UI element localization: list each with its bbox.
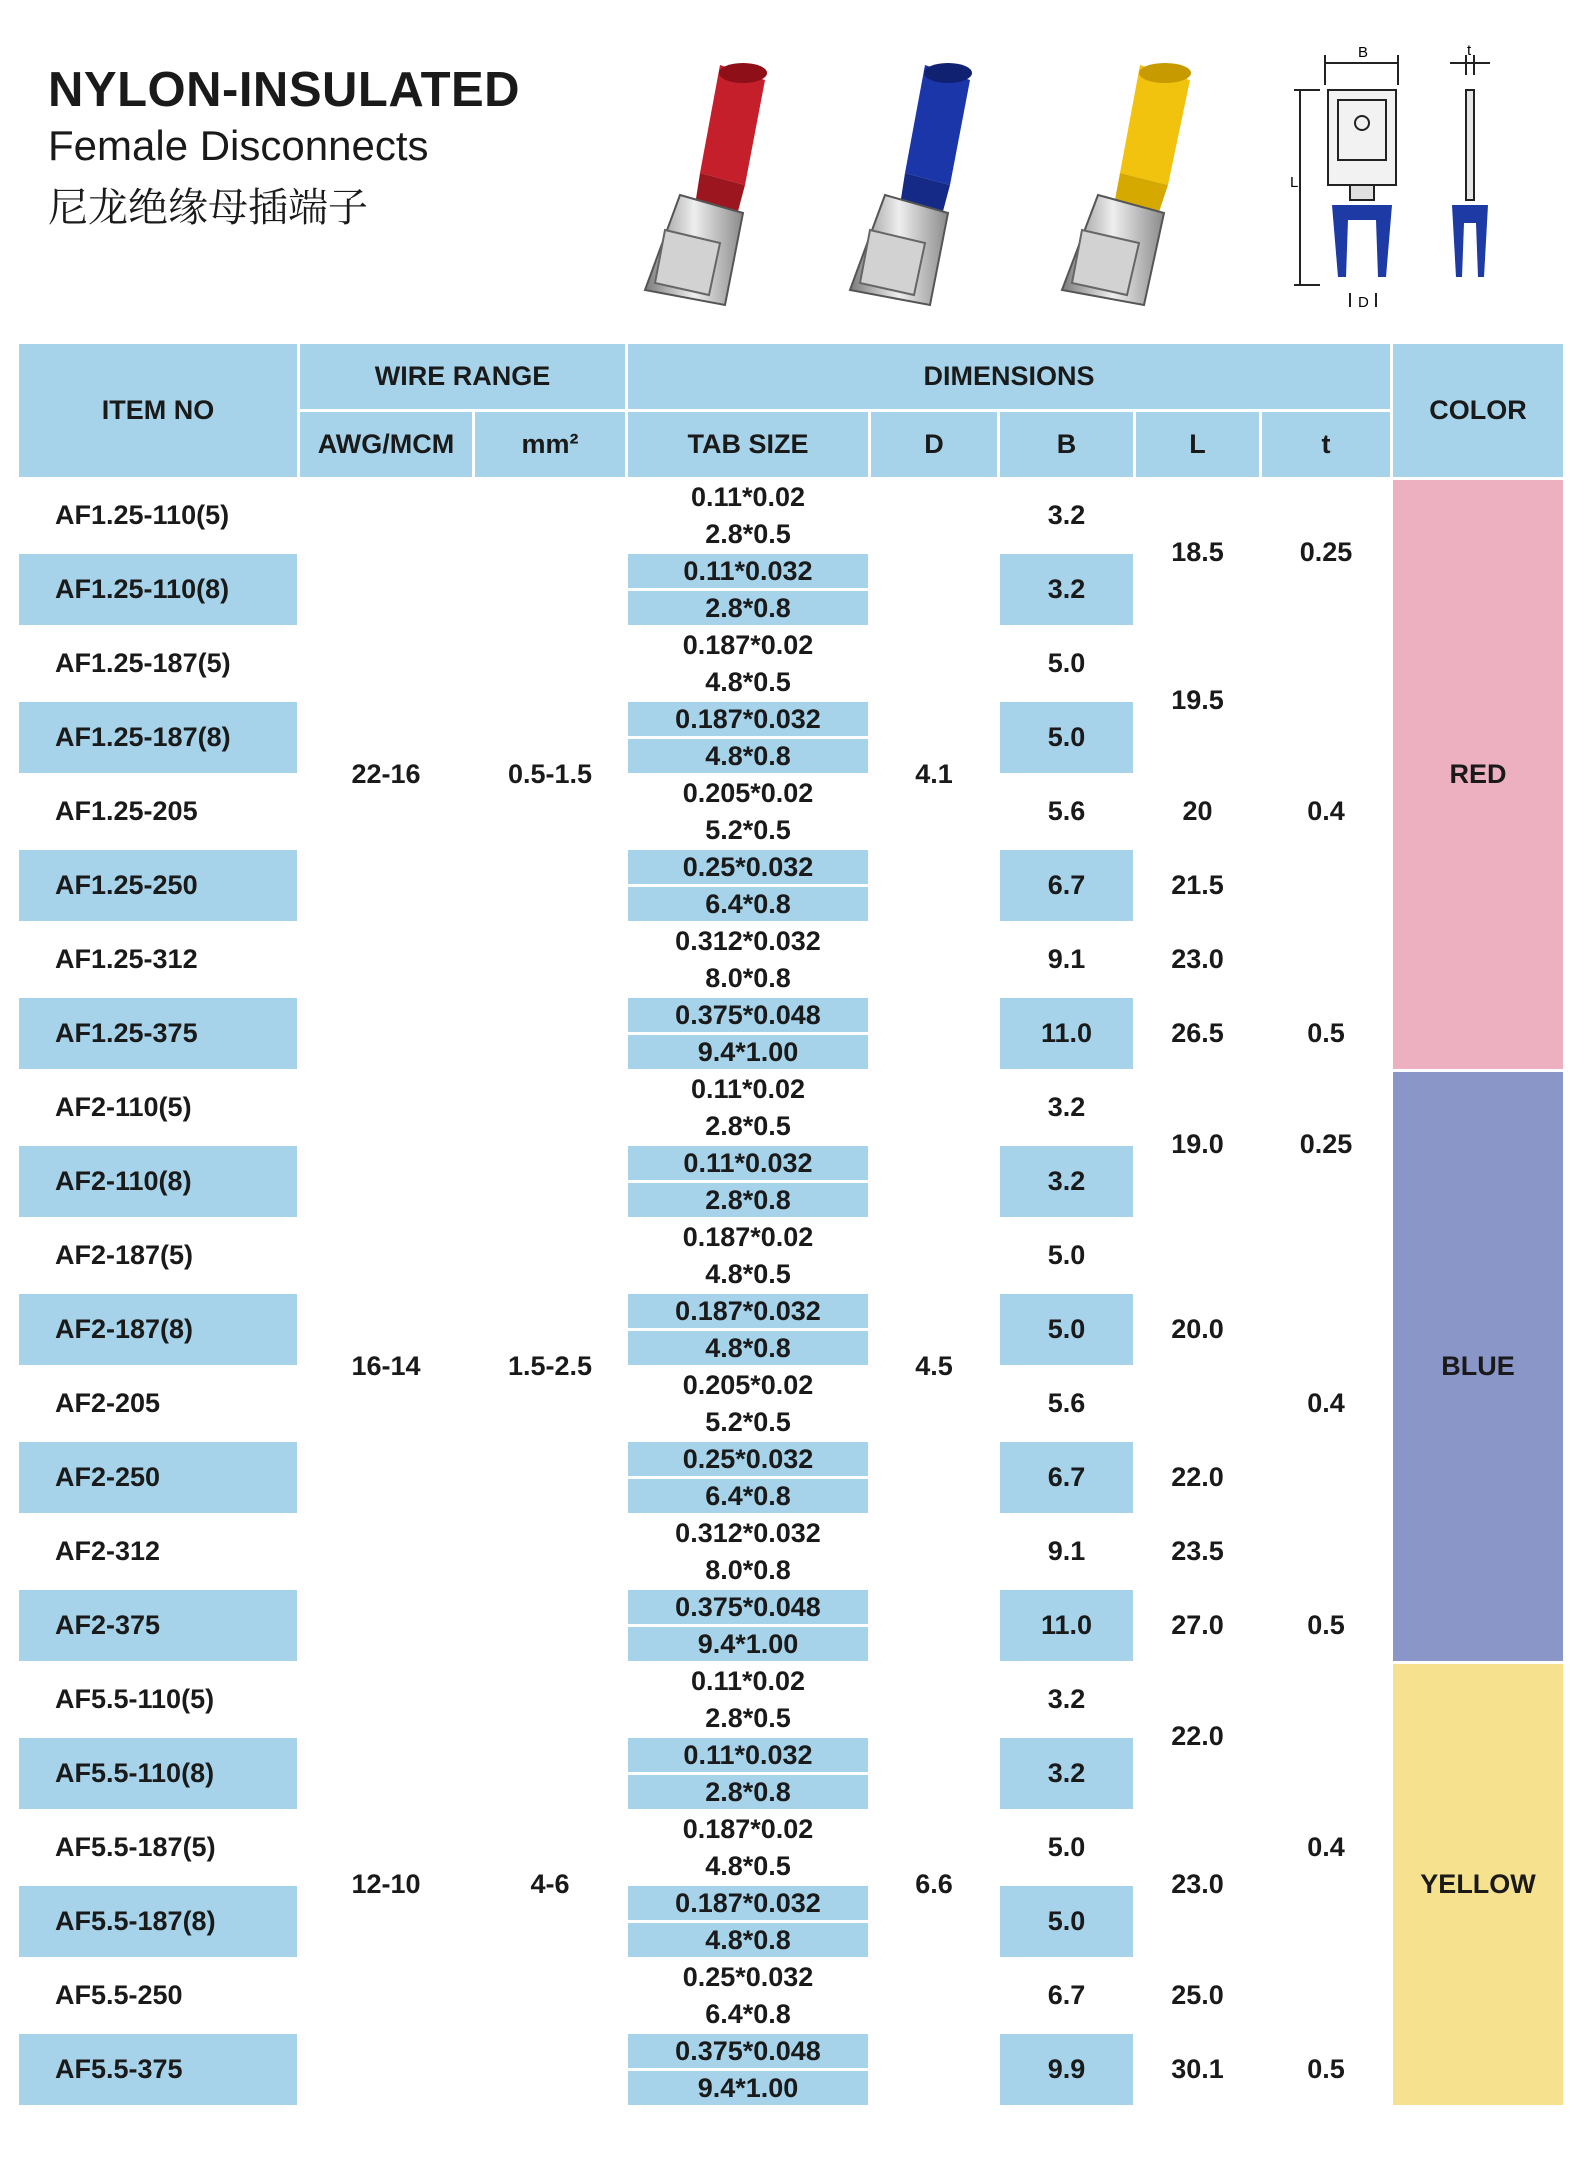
mm2-cell: 1.5-2.5: [475, 1072, 625, 1661]
mm2-cell: 4-6: [475, 1664, 625, 2105]
l-cell: 22.0: [1136, 1442, 1259, 1513]
b-cell: 6.7: [1000, 1442, 1133, 1513]
tab-size-cell: 0.187*0.02: [628, 1220, 868, 1254]
diagram-label-t: t: [1467, 45, 1472, 59]
tab-size-cell: 0.25*0.032: [628, 1960, 868, 1994]
b-cell: 5.6: [1000, 776, 1133, 847]
tab-size-cell: 0.11*0.032: [628, 554, 868, 588]
b-cell: 6.7: [1000, 1960, 1133, 2031]
spec-table: [16, 341, 1566, 2108]
b-cell: 3.2: [1000, 1146, 1133, 1217]
l-cell: 25.0: [1136, 1960, 1259, 2031]
b-cell: 3.2: [1000, 554, 1133, 625]
l-cell: 30.1: [1136, 2034, 1259, 2105]
item-cell: AF1.25-187(8): [19, 702, 297, 773]
l-cell: 23.5: [1136, 1516, 1259, 1587]
t-cell: 0.4: [1262, 628, 1390, 995]
page-title: NYLON-INSULATED: [48, 63, 521, 117]
tab-size-cell: 0.25*0.032: [628, 1442, 868, 1476]
tab-size-cell: 9.4*1.00: [628, 1627, 868, 1661]
item-cell: AF2-187(5): [19, 1220, 297, 1291]
color-cell-red: RED: [1393, 480, 1563, 1069]
tab-size-cell: 0.11*0.02: [628, 1664, 868, 1698]
header-mm2: mm²: [475, 412, 625, 477]
l-cell: 26.5: [1136, 998, 1259, 1069]
item-cell: AF5.5-187(8): [19, 1886, 297, 1957]
item-cell: AF5.5-110(8): [19, 1738, 297, 1809]
header-item-no: ITEM NO: [19, 344, 297, 477]
l-cell: 23.0: [1136, 1812, 1259, 1957]
header-tab-size: TAB SIZE: [628, 412, 868, 477]
t-cell: 0.25: [1262, 480, 1390, 625]
item-cell: AF2-205: [19, 1368, 297, 1439]
tab-size-cell: 0.187*0.02: [628, 628, 868, 662]
tab-size-cell: 2.8*0.8: [628, 591, 868, 625]
tab-size-cell: 0.25*0.032: [628, 850, 868, 884]
tab-size-cell: 0.11*0.02: [628, 1072, 868, 1106]
item-cell: AF2-110(5): [19, 1072, 297, 1143]
tab-size-cell: 0.375*0.048: [628, 1590, 868, 1624]
tab-size-cell: 4.8*0.8: [628, 739, 868, 773]
blue-terminal-image: [830, 55, 1010, 315]
tab-size-cell: 9.4*1.00: [628, 2071, 868, 2105]
tab-size-cell: 4.8*0.5: [628, 1257, 868, 1291]
b-cell: 5.0: [1000, 628, 1133, 699]
color-cell-blue: BLUE: [1393, 1072, 1563, 1661]
tab-size-cell: 0.187*0.032: [628, 1294, 868, 1328]
item-cell: AF2-187(8): [19, 1294, 297, 1365]
l-cell: 21.5: [1136, 850, 1259, 921]
tab-size-cell: 0.187*0.02: [628, 1812, 868, 1846]
item-cell: AF5.5-110(5): [19, 1664, 297, 1735]
l-cell: 20.0: [1136, 1220, 1259, 1439]
b-cell: 11.0: [1000, 998, 1133, 1069]
tab-size-cell: 4.8*0.5: [628, 1849, 868, 1883]
awg-cell: 22-16: [300, 480, 472, 1069]
item-cell: AF1.25-312: [19, 924, 297, 995]
b-cell: 5.0: [1000, 1812, 1133, 1883]
dimension-diagram: [1290, 45, 1540, 315]
tab-size-cell: 0.11*0.032: [628, 1146, 868, 1180]
tab-size-cell: 0.205*0.02: [628, 1368, 868, 1402]
l-cell: 18.5: [1136, 480, 1259, 625]
t-cell: 0.4: [1262, 1220, 1390, 1587]
item-cell: AF1.25-187(5): [19, 628, 297, 699]
item-cell: AF1.25-250: [19, 850, 297, 921]
item-cell: AF2-375: [19, 1590, 297, 1661]
tab-size-cell: 9.4*1.00: [628, 1035, 868, 1069]
b-cell: 3.2: [1000, 1072, 1133, 1143]
d-cell: 4.1: [871, 480, 997, 1069]
tab-size-cell: 0.312*0.032: [628, 924, 868, 958]
tab-size-cell: 4.8*0.8: [628, 1331, 868, 1365]
header-d: D: [871, 412, 997, 477]
tab-size-cell: 6.4*0.8: [628, 887, 868, 921]
tab-size-cell: 8.0*0.8: [628, 961, 868, 995]
item-cell: AF1.25-110(8): [19, 554, 297, 625]
tab-size-cell: 0.375*0.048: [628, 998, 868, 1032]
l-cell: 27.0: [1136, 1590, 1259, 1661]
l-cell: 22.0: [1136, 1664, 1259, 1809]
mm2-cell: 0.5-1.5: [475, 480, 625, 1069]
b-cell: 5.6: [1000, 1368, 1133, 1439]
awg-cell: 12-10: [300, 1664, 472, 2105]
item-cell: AF1.25-205: [19, 776, 297, 847]
t-cell: 0.5: [1262, 998, 1390, 1069]
b-cell: 5.0: [1000, 1294, 1133, 1365]
header-color: COLOR: [1393, 344, 1563, 477]
b-cell: 3.2: [1000, 480, 1133, 551]
header-b: B: [1000, 412, 1133, 477]
tab-size-cell: 2.8*0.5: [628, 1701, 868, 1735]
page-chinese-title: 尼龙绝缘母插端子: [48, 185, 368, 231]
tab-size-cell: 0.11*0.032: [628, 1738, 868, 1772]
b-cell: 5.0: [1000, 1886, 1133, 1957]
tab-size-cell: 4.8*0.8: [628, 1923, 868, 1957]
tab-size-cell: 5.2*0.5: [628, 813, 868, 847]
b-cell: 5.0: [1000, 702, 1133, 773]
b-cell: 9.1: [1000, 924, 1133, 995]
b-cell: 9.1: [1000, 1516, 1133, 1587]
item-cell: AF1.25-110(5): [19, 480, 297, 551]
awg-cell: 16-14: [300, 1072, 472, 1661]
header-dimensions: DIMENSIONS: [628, 344, 1390, 409]
header-t: t: [1262, 412, 1390, 477]
t-cell: 0.4: [1262, 1664, 1390, 2031]
t-cell: 0.5: [1262, 1590, 1390, 1661]
b-cell: 3.2: [1000, 1664, 1133, 1735]
tab-size-cell: 0.312*0.032: [628, 1516, 868, 1550]
yellow-terminal-image: [1040, 55, 1230, 315]
b-cell: 3.2: [1000, 1738, 1133, 1809]
tab-size-cell: 2.8*0.8: [628, 1183, 868, 1217]
diagram-label-l: L: [1290, 174, 1299, 191]
b-cell: 11.0: [1000, 1590, 1133, 1661]
tab-size-cell: 2.8*0.5: [628, 517, 868, 551]
tab-size-cell: 0.205*0.02: [628, 776, 868, 810]
item-cell: AF5.5-375: [19, 2034, 297, 2105]
l-cell: 19.0: [1136, 1072, 1259, 1217]
b-cell: 6.7: [1000, 850, 1133, 921]
header-l: L: [1136, 412, 1259, 477]
tab-size-cell: 6.4*0.8: [628, 1479, 868, 1513]
l-cell: 23.0: [1136, 924, 1259, 995]
tab-size-cell: 6.4*0.8: [628, 1997, 868, 2031]
l-cell: 19.5: [1136, 628, 1259, 773]
tab-size-cell: 0.187*0.032: [628, 1886, 868, 1920]
tab-size-cell: 5.2*0.5: [628, 1405, 868, 1439]
tab-size-cell: 4.8*0.5: [628, 665, 868, 699]
b-cell: 5.0: [1000, 1220, 1133, 1291]
diagram-label-d: D: [1358, 294, 1369, 311]
tab-size-cell: 0.375*0.048: [628, 2034, 868, 2068]
item-cell: AF2-312: [19, 1516, 297, 1587]
item-cell: AF2-110(8): [19, 1146, 297, 1217]
d-cell: 6.6: [871, 1664, 997, 2105]
diagram-label-b: B: [1358, 45, 1369, 61]
tab-size-cell: 2.8*0.8: [628, 1775, 868, 1809]
item-cell: AF1.25-375: [19, 998, 297, 1069]
t-cell: 0.25: [1262, 1072, 1390, 1217]
page-subtitle: Female Disconnects: [48, 122, 429, 169]
color-cell-yellow: YELLOW: [1393, 1664, 1563, 2105]
item-cell: AF5.5-187(5): [19, 1812, 297, 1883]
header-wire-range: WIRE RANGE: [300, 344, 625, 409]
tab-size-cell: 0.11*0.02: [628, 480, 868, 514]
tab-size-cell: 2.8*0.5: [628, 1109, 868, 1143]
tab-size-cell: 0.187*0.032: [628, 702, 868, 736]
l-cell: 20: [1136, 776, 1259, 847]
item-cell: AF5.5-250: [19, 1960, 297, 2031]
b-cell: 9.9: [1000, 2034, 1133, 2105]
header-awg: AWG/MCM: [300, 412, 472, 477]
tab-size-cell: 8.0*0.8: [628, 1553, 868, 1587]
t-cell: 0.5: [1262, 2034, 1390, 2105]
d-cell: 4.5: [871, 1072, 997, 1661]
red-terminal-image: [625, 55, 805, 315]
item-cell: AF2-250: [19, 1442, 297, 1513]
